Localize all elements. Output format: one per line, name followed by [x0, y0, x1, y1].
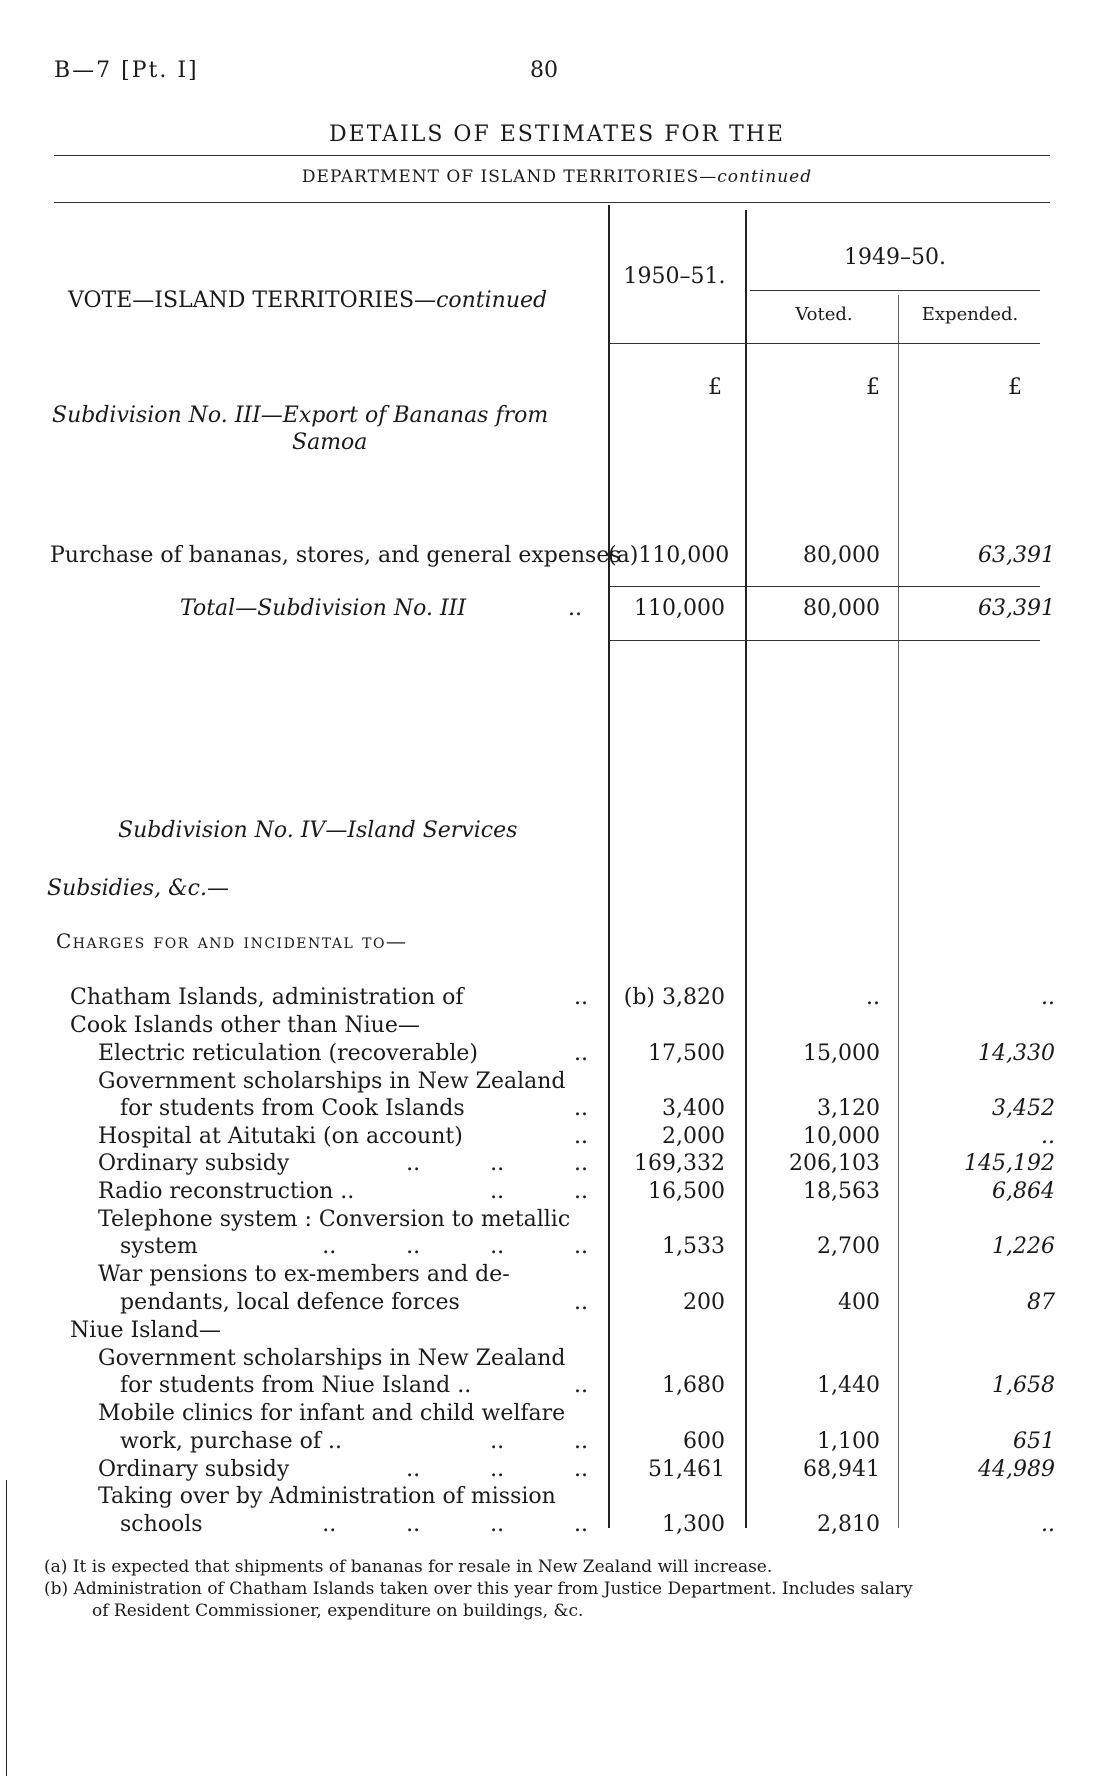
row-label: Government scholarships in New Zealand [98, 1346, 566, 1371]
row-value-1950: 1,533 [662, 1234, 725, 1259]
margin-line [6, 1480, 7, 1776]
total-label: Total—Subdivision No. III [180, 596, 467, 621]
footnote-b-cont: of Resident Commissioner, expenditure on buildings, &c. [92, 1601, 584, 1621]
row-label: Ordinary subsidy [98, 1151, 290, 1176]
bananas-row-1950: (a)110,000 [608, 543, 730, 568]
row-label: for students from Cook Islands [120, 1096, 465, 1121]
currency-1950: £ [708, 375, 722, 400]
column-divider-expended [898, 295, 899, 1528]
row-value-1950: 16,500 [648, 1179, 725, 1204]
footnote-a: (a) It is expected that shipments of bananas for resale in New Zealand will increase. [44, 1557, 773, 1577]
row-value-expended: 1,226 [992, 1234, 1055, 1259]
row-leader-dots: .. [574, 985, 588, 1010]
row-label: schools [120, 1512, 203, 1537]
row-value-voted: 2,810 [817, 1512, 880, 1537]
row-leader-dots: .. .. [490, 1429, 588, 1454]
department-subtitle [0, 167, 1114, 187]
department-subtitle-suffix: continued [717, 167, 813, 187]
subsidies-heading: Subsidies, &c.— [47, 876, 229, 901]
page-number: 80 [530, 58, 558, 83]
row-leader-dots: .. [574, 1096, 588, 1121]
total-expended: 63,391 [978, 596, 1055, 621]
row-label: for students from Niue Island .. [120, 1373, 472, 1398]
row-leader-dots: .. .. .. .. [322, 1512, 588, 1537]
row-value-1950: 51,461 [648, 1457, 725, 1482]
row-value-expended: 44,989 [978, 1457, 1055, 1482]
row-label: Cook Islands other than Niue— [70, 1013, 420, 1038]
row-leader-dots: .. .. .. .. [322, 1234, 588, 1259]
row-label: pendants, local defence forces [120, 1290, 460, 1315]
row-value-expended: 145,192 [964, 1151, 1055, 1176]
row-label: War pensions to ex-members and de- [98, 1262, 510, 1287]
row-value-voted: 2,700 [817, 1234, 880, 1259]
page-title: DETAILS OF ESTIMATES FOR THE [329, 122, 785, 147]
row-value-1950: 3,400 [662, 1096, 725, 1121]
row-label: Niue Island— [70, 1318, 221, 1343]
row-value-expended: 651 [1013, 1429, 1055, 1454]
row-label: Radio reconstruction .. [98, 1179, 355, 1204]
row-leader-dots: .. .. .. [406, 1151, 588, 1176]
row-value-expended: .. [1041, 1124, 1055, 1149]
row-value-voted: 3,120 [817, 1096, 880, 1121]
row-label: work, purchase of .. [120, 1429, 342, 1454]
document-reference: B—7 [Pt. I] [54, 58, 199, 83]
row-value-1950: 200 [683, 1290, 725, 1315]
row-label: system [120, 1234, 198, 1259]
subdivision-iii-heading: Subdivision No. III—Export of Bananas from [52, 403, 549, 428]
row-label: Telephone system : Conversion to metallic [98, 1207, 571, 1232]
row-value-1950: 1,680 [662, 1373, 725, 1398]
row-leader-dots: .. [574, 1124, 588, 1149]
row-value-voted: 206,103 [789, 1151, 880, 1176]
row-value-expended: 6,864 [992, 1179, 1055, 1204]
column-header-1950: 1950–51. [623, 264, 726, 289]
row-value-voted: 15,000 [803, 1041, 880, 1066]
column-header-1949: 1949–50. [844, 245, 946, 270]
bananas-row-label: Purchase of bananas, stores, and general expenses [50, 543, 621, 568]
row-value-expended: .. [1041, 1512, 1055, 1537]
subtotal-rule [610, 586, 1040, 587]
row-value-1950: (b) 3,820 [623, 985, 725, 1010]
row-value-1950: 600 [683, 1429, 725, 1454]
column-divider-voted [745, 210, 747, 1528]
currency-voted: £ [866, 375, 880, 400]
row-label: Electric reticulation (recoverable) [98, 1041, 478, 1066]
row-value-expended: 3,452 [992, 1096, 1055, 1121]
row-value-voted: 10,000 [803, 1124, 880, 1149]
total-dots: .. [568, 596, 582, 621]
row-value-expended: .. [1041, 985, 1055, 1010]
header-rule-1949 [750, 290, 1040, 291]
row-label: Ordinary subsidy [98, 1457, 290, 1482]
row-value-expended: 87 [1027, 1290, 1055, 1315]
currency-expended: £ [1008, 375, 1022, 400]
row-leader-dots: .. .. [490, 1179, 588, 1204]
row-value-expended: 1,658 [992, 1373, 1055, 1398]
bananas-row-expended: 63,391 [978, 543, 1055, 568]
subdivision-iii-heading-cont: Samoa [292, 430, 368, 455]
vote-heading [68, 288, 547, 313]
row-label: Hospital at Aitutaki (on account) [98, 1124, 463, 1149]
row-leader-dots: .. [574, 1041, 588, 1066]
vote-heading-main: VOTE—ISLAND TERRITORIES— [68, 288, 437, 313]
row-value-voted: 18,563 [803, 1179, 880, 1204]
row-label: Chatham Islands, administration of [70, 985, 464, 1010]
row-leader-dots: .. .. .. [406, 1457, 588, 1482]
row-value-1950: 1,300 [662, 1512, 725, 1537]
bananas-row-voted: 80,000 [803, 543, 880, 568]
department-subtitle-main: DEPARTMENT OF ISLAND TERRITORIES— [301, 167, 718, 187]
row-value-voted: 400 [838, 1290, 880, 1315]
total-1950: 110,000 [634, 596, 725, 621]
row-value-1950: 17,500 [648, 1041, 725, 1066]
row-leader-dots: .. [574, 1373, 588, 1398]
header-rule-bottom [610, 343, 1040, 344]
row-label: Taking over by Administration of mission [98, 1484, 556, 1509]
total-voted: 80,000 [803, 596, 880, 621]
column-header-voted: Voted. [795, 304, 853, 325]
column-header-expended: Expended. [921, 304, 1019, 325]
row-value-voted: .. [866, 985, 880, 1010]
row-value-voted: 1,440 [817, 1373, 880, 1398]
row-leader-dots: .. [574, 1290, 588, 1315]
charges-heading: Charges for and incidental to— [56, 929, 408, 953]
vote-heading-suffix: continued [436, 288, 548, 313]
subdivision-iv-heading: Subdivision No. IV—Island Services [118, 818, 518, 843]
footnote-b: (b) Administration of Chatham Islands taken over this year from Justice Department. Includes salary [44, 1579, 913, 1599]
row-value-voted: 68,941 [803, 1457, 880, 1482]
column-divider-1950 [608, 205, 610, 1528]
row-value-voted: 1,100 [817, 1429, 880, 1454]
row-value-1950: 169,332 [634, 1151, 725, 1176]
row-label: Government scholarships in New Zealand [98, 1069, 566, 1094]
row-value-expended: 14,330 [978, 1041, 1055, 1066]
row-value-1950: 2,000 [662, 1124, 725, 1149]
row-label: Mobile clinics for infant and child welfare [98, 1401, 566, 1426]
total-rule [610, 640, 1040, 641]
title-rule [54, 155, 1050, 156]
subtitle-rule [54, 202, 1050, 203]
